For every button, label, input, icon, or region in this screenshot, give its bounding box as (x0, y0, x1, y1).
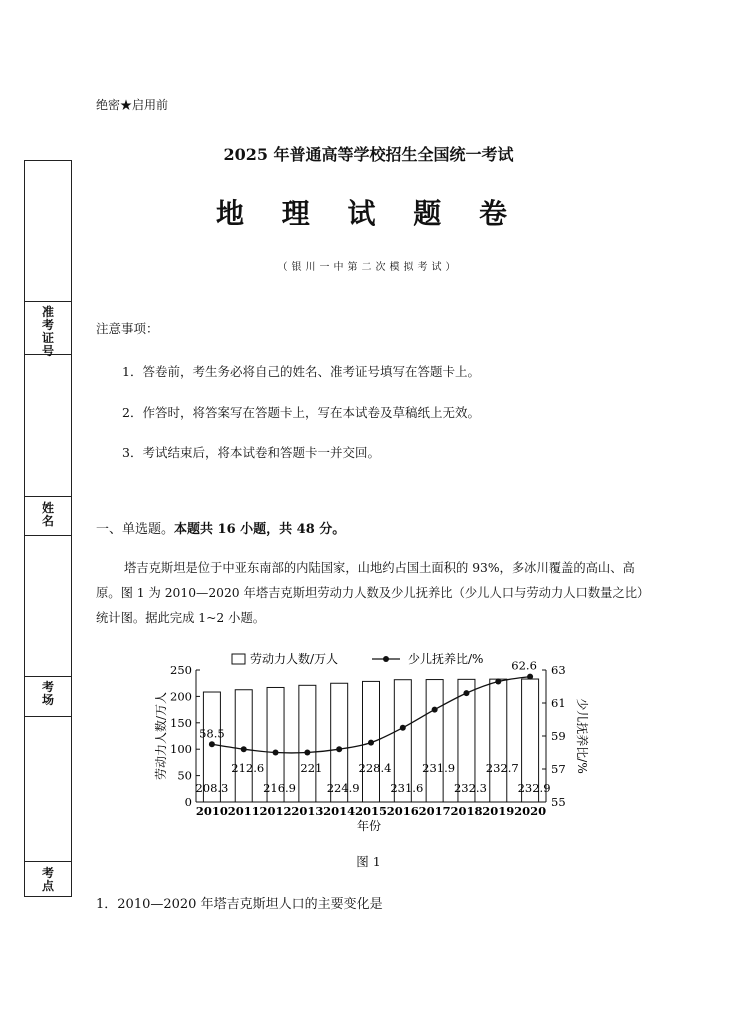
x-tick-label: 2016 (386, 804, 419, 818)
bar (235, 690, 252, 802)
strip-divider (25, 301, 71, 302)
legend-line-marker (383, 656, 389, 662)
legend-bar-label: 劳动力人数/万人 (250, 652, 339, 666)
x-tick-label: 2011 (227, 804, 260, 818)
x-tick-label: 2013 (291, 804, 324, 818)
bar (426, 680, 443, 802)
strip-divider (25, 496, 71, 497)
notice-item: 1．答卷前，考生务必将自己的姓名、准考证号填写在答题卡上。 (122, 364, 480, 379)
strip-divider (25, 716, 71, 717)
subject-title: 地 理 试 题 卷 (216, 197, 521, 230)
binding-strip (24, 160, 72, 897)
ratio-point (209, 741, 215, 747)
ratio-point (400, 725, 406, 731)
y-tick-label-right: 63 (551, 663, 566, 677)
strip-divider (25, 535, 71, 536)
strip-divider (25, 676, 71, 677)
bar-data-label: 231.6 (390, 781, 424, 795)
y-tick-label-left: 50 (177, 768, 192, 783)
x-tick-label: 2018 (450, 804, 483, 818)
y-tick-label-left: 0 (184, 795, 192, 809)
y-tick-label-right: 59 (551, 729, 566, 743)
x-axis-title: 年份 (356, 819, 382, 833)
passage: 塔吉克斯坦是位于中亚东南部的内陆国家，山地约占国土面积的 93%，多冰川覆盖的高山、高原。图 1 为 2010—2020 年塔吉克斯坦劳动力人数及少儿抚养比（少儿人口与劳动力人口数量之比）统计图。据此完成 1~2 小题。 (96, 561, 650, 625)
y-axis-title-right: 少儿抚养比/% (575, 698, 589, 774)
ratio-data-label: 58.5 (199, 726, 225, 741)
bar-data-label: 231.9 (422, 761, 456, 775)
exam-session: （银川一中第二次模拟考试） (277, 262, 460, 273)
exam-title: 2025 年普通高等学校招生全国统一考试 (223, 145, 514, 164)
y-tick-label-left: 150 (170, 715, 192, 730)
bar-data-label: 221 (300, 761, 323, 775)
bar (299, 685, 316, 802)
ratio-point (495, 679, 501, 685)
bar-data-label: 232.9 (517, 781, 551, 795)
section-heading (96, 518, 345, 537)
question-1: 1．2010—2020 年塔吉克斯坦人口的主要变化是 (96, 897, 383, 912)
ratio-point (432, 707, 438, 713)
y-tick-label-left: 100 (170, 742, 192, 757)
bar (490, 679, 507, 802)
x-tick-label: 2020 (514, 804, 547, 818)
legend-bar-swatch (232, 654, 245, 664)
bar-data-label: 228.4 (358, 761, 392, 775)
section-prefix: 一、单选题。 (96, 522, 175, 537)
y-tick-label-left: 250 (170, 663, 192, 677)
chart (150, 646, 590, 836)
y-axis-title-left: 劳动力人数/万人 (154, 691, 168, 781)
strip-label-exam-room: 考 场 (41, 680, 54, 707)
legend-line-label: 少儿抚养比/% (408, 652, 484, 666)
ratio-point (336, 746, 342, 752)
y-tick-label-right: 61 (551, 696, 566, 710)
x-tick-label: 2017 (418, 804, 451, 818)
y-tick-label-left: 200 (170, 689, 192, 704)
notice-item: 2．作答时，将答案写在答题卡上，写在本试卷及草稿纸上无效。 (122, 405, 480, 420)
bar-data-label: 216.9 (263, 781, 297, 795)
y-tick-label-right: 55 (551, 795, 566, 809)
x-tick-label: 2014 (323, 804, 356, 818)
figure-caption: 图 1 (356, 854, 381, 869)
confidential-mark: 绝密★启用前 (96, 98, 169, 112)
strip-label-exam-site: 考 点 (41, 866, 54, 893)
bar-data-label: 232.7 (485, 761, 519, 775)
x-tick-label: 2010 (195, 804, 228, 818)
y-tick-label-right: 57 (551, 762, 566, 776)
chart-legend (232, 651, 483, 666)
strip-label-exam-number: 准 考 证 号 (41, 305, 54, 358)
section-detail: 本题共 16 小题，共 48 分。 (174, 522, 346, 537)
ratio-data-label: 62.6 (511, 658, 537, 673)
ratio-point (241, 746, 247, 752)
x-tick-label: 2019 (482, 804, 515, 818)
ratio-point (527, 674, 533, 680)
bar-data-label: 224.9 (326, 781, 360, 795)
ratio-point (304, 750, 310, 756)
notice-heading: 注意事项： (96, 321, 159, 336)
x-tick-label: 2015 (354, 804, 388, 818)
ratio-point (463, 690, 469, 696)
x-tick-label: 2012 (259, 804, 292, 818)
notice-item: 3．考试结束后，将本试卷和答题卡一并交回。 (122, 445, 380, 460)
ratio-point (273, 750, 279, 756)
strip-label-name: 姓 名 (41, 501, 54, 528)
bar-data-label: 232.3 (453, 781, 487, 795)
bar-data-label: 212.6 (231, 761, 265, 775)
bar-data-label: 208.3 (195, 781, 229, 795)
ratio-point (368, 740, 374, 746)
